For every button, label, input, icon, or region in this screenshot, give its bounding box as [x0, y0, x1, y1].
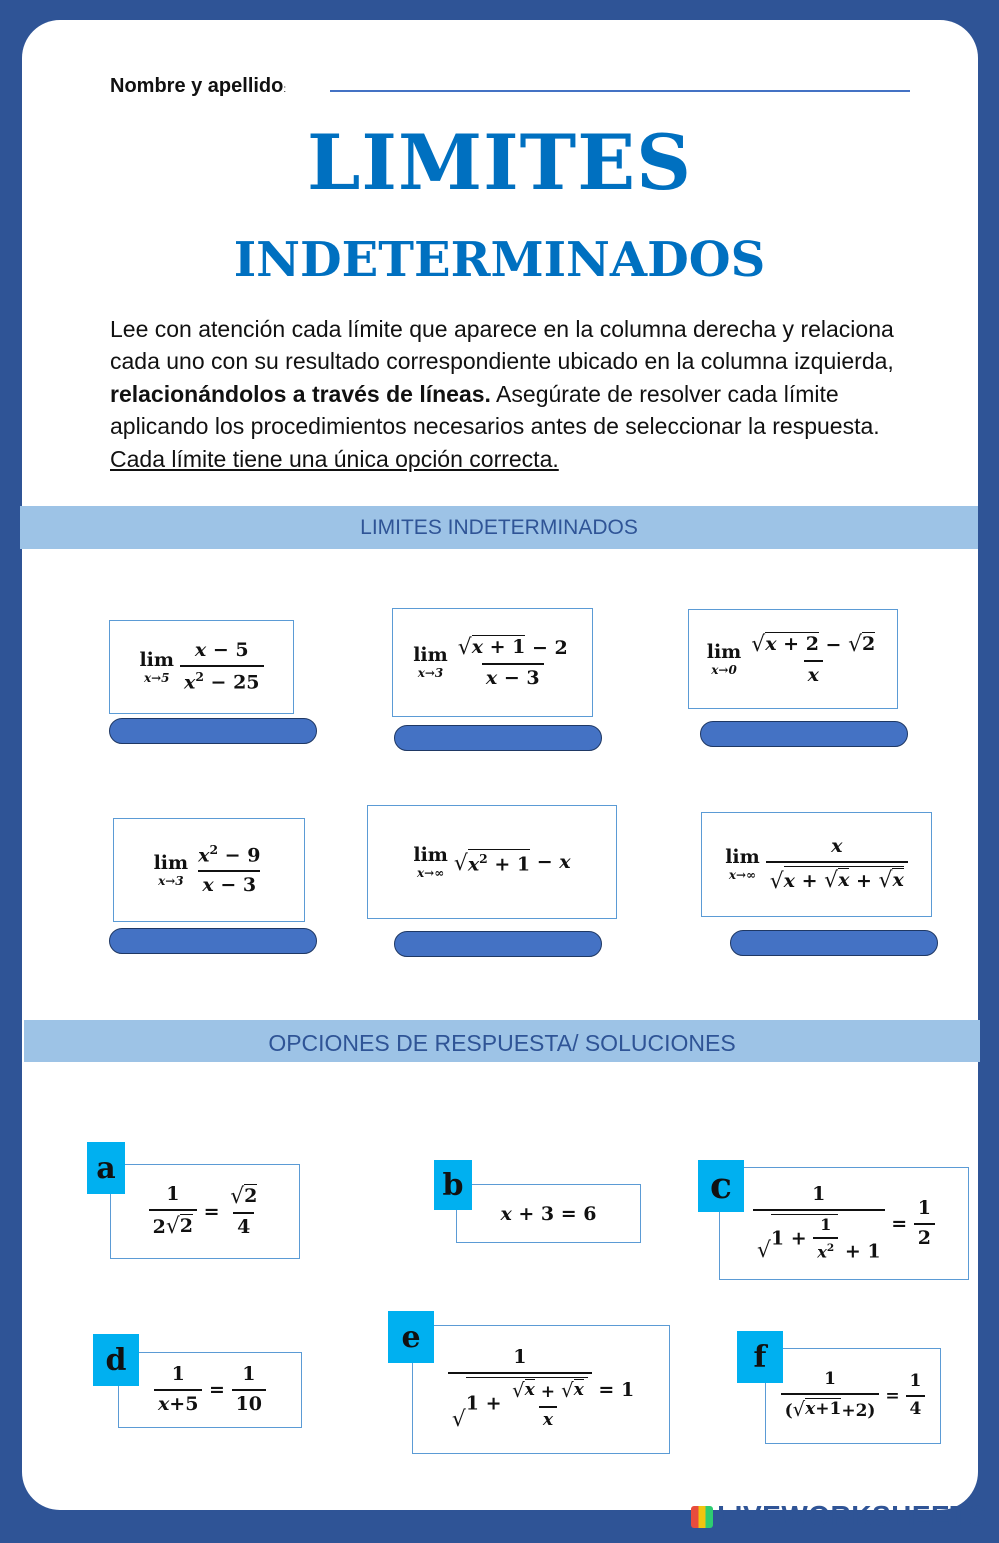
option-tag-d: d — [93, 1334, 139, 1386]
option-tag-e: e — [388, 1311, 434, 1363]
page-subtitle: INDETERMINADOS — [233, 232, 766, 288]
answer-slot-2[interactable] — [394, 725, 602, 751]
liveworksheets-logo: LIVEWORKSHEETS — [691, 1500, 987, 1532]
limit-card-5: lim x→∞ √ $x^2 + 1$ − x — [367, 805, 617, 919]
limit-card-6: lim x→∞ x √ x + √ x + √ x — [701, 812, 932, 917]
answer-slot-3[interactable] — [700, 721, 908, 747]
limit-card-4: lim x→3 $\frac{x^2 - 9}{x - 3}$ — [113, 818, 305, 922]
option-tag-b: b — [434, 1160, 472, 1210]
name-label: Nombre y apellido: — [110, 75, 287, 97]
section-header-limits: LIMITES INDETERMINADOS — [20, 506, 978, 549]
limit-card-3: lim x→0 √ x + 2 − √ 2 x — [688, 609, 898, 709]
option-tag-a: a — [87, 1142, 125, 1194]
answer-slot-4[interactable] — [109, 928, 317, 954]
section-header-options: OPCIONES DE RESPUESTA/ SOLUCIONES — [24, 1020, 980, 1062]
option-card-b: x + 3 = 6 — [456, 1184, 641, 1243]
limit-card-2: lim x→3 √ x + 1 − 2 x − 3 — [392, 608, 593, 717]
option-card-a: 1 2 √ 2 = √ 2 4 — [110, 1164, 300, 1259]
answer-slot-6[interactable] — [730, 930, 938, 956]
limit-card-1: lim x→5 $\frac{x - 5}{x^2 - 25}$ — [109, 620, 294, 714]
option-card-c: 1 √ 1 + $\frac{1}{x^2}$ + 1 = $\frac{1}{2}$ — [719, 1167, 969, 1280]
liveworksheets-logo-icon — [691, 1506, 713, 1528]
option-tag-c: c — [698, 1160, 744, 1212]
instructions: Lee con atención cada límite que aparece en la columna derecha y relaciona cada uno con su resultado correspondiente ubicado en la columna izquierda, relacionándolos a través de líneas. Asegúrate de resolver cada límite aplicando los procedimientos necesarios antes de seleccionar la respuesta. Cada límite tiene una única opción correcta. — [110, 316, 894, 472]
option-card-e: 1 √ 1 + √ x + √ x x = 1 — [412, 1325, 670, 1454]
option-tag-f: f — [737, 1331, 783, 1383]
option-card-d: $\frac{1}{x+5}$ = $\frac{1}{10}$ — [118, 1352, 302, 1428]
answer-slot-1[interactable] — [109, 718, 317, 744]
name-input-line[interactable] — [330, 90, 910, 92]
answer-slot-5[interactable] — [394, 931, 602, 957]
page-title: LIMITES — [306, 118, 693, 207]
option-card-f: 1 ( √ x+1 +2) = $\frac{1}{4}$ — [765, 1348, 941, 1444]
